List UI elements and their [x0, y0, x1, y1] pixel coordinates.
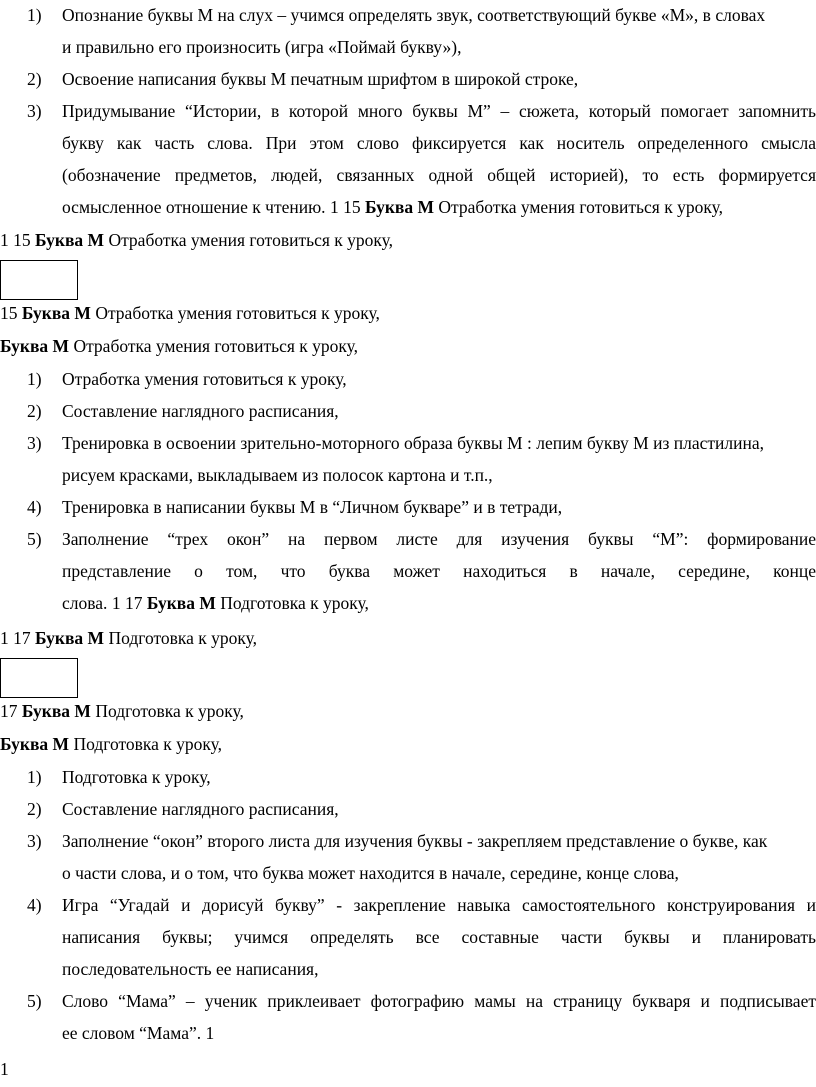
fragment-line: 17 Буква М Подготовка к уроку, [0, 701, 244, 721]
empty-frame [0, 260, 78, 300]
list-item: 4) Игра “Угадай и дорисуй букву” - закрепление навыка самостоятельного конструирования и [27, 895, 816, 915]
list-item: 1) Подготовка к уроку, [27, 767, 211, 787]
list-item: 1) Опознание буквы М на слух – учимся определять звук, соответствующий букве «М», в словах [27, 5, 766, 25]
fragment-line: 15 Буква М Отработка умения готовиться к уроку, [0, 303, 380, 323]
fragment-line: 1 15 Буква М Отработка умения готовиться к уроку, [0, 230, 394, 250]
list-item: 1) Отработка умения готовиться к уроку, [27, 369, 347, 389]
list-item: 3) Придумывание “Истории, в которой много буквы М” – сюжета, который помогает запомнить [27, 101, 816, 121]
list-item: 5) Заполнение “трех окон” на первом листе для изучения буквы “М”: формирование [27, 529, 816, 549]
list-item-line: о части слова, и о том, что буква может находится в начале, середине, конце слова, [62, 863, 679, 883]
list-item-line: ее словом “Мама”. 1 [62, 1023, 215, 1043]
list-item: 3) Заполнение “окон” второго листа для изучения буквы - закрепляем представление о букве, как [27, 831, 768, 851]
fragment-line: 1 17 Буква М Подготовка к уроку, [0, 628, 258, 648]
fragment-line: Буква М Отработка умения готовиться к уроку, [0, 336, 359, 356]
list-item: 4) Тренировка в написании буквы М в “Личном букваре” и в тетради, [27, 497, 563, 517]
list-item-line: букву как часть слова. При этом слово фиксируется как носитель определенного смысла [62, 133, 816, 153]
list-item-line: рисуем красками, выкладываем из полосок картона и т.п., [62, 465, 493, 485]
fragment-line: Буква М Подготовка к уроку, [0, 734, 223, 754]
list-item: 5) Слово “Мама” – ученик приклеивает фотографию мамы на страницу букваря и подписывает [27, 991, 816, 1011]
list-item-line: слова. 1 17 Буква М Подготовка к уроку, [62, 593, 369, 613]
list-item: 2) Составление наглядного расписания, [27, 401, 339, 421]
list-item: 2) Составление наглядного расписания, [27, 799, 339, 819]
list-item: 2) Освоение написания буквы М печатным шрифтом в широкой строке, [27, 69, 579, 89]
list-item-line: и правильно его произносить (игра «Поймай букву»), [62, 37, 462, 57]
list-item-line: последовательность ее написания, [62, 959, 319, 979]
list-item-line: написания буквы; учимся определять все составные части буквы и планировать [62, 927, 816, 947]
fragment-line: 1 [0, 1059, 9, 1079]
list-item-line: (обозначение предметов, людей, связанных одной общей историей), то есть формируется [62, 165, 816, 185]
list-item-line: представление о том, что буква может находиться в начале, середине, конце [62, 561, 816, 581]
list-item: 3) Тренировка в освоении зрительно-моторного образа буквы М : лепим букву М из пластилина, [27, 433, 765, 453]
empty-frame [0, 658, 78, 698]
list-item-line: осмысленное отношение к чтению. 1 15 Буква М Отработка умения готовиться к уроку, [62, 197, 723, 217]
